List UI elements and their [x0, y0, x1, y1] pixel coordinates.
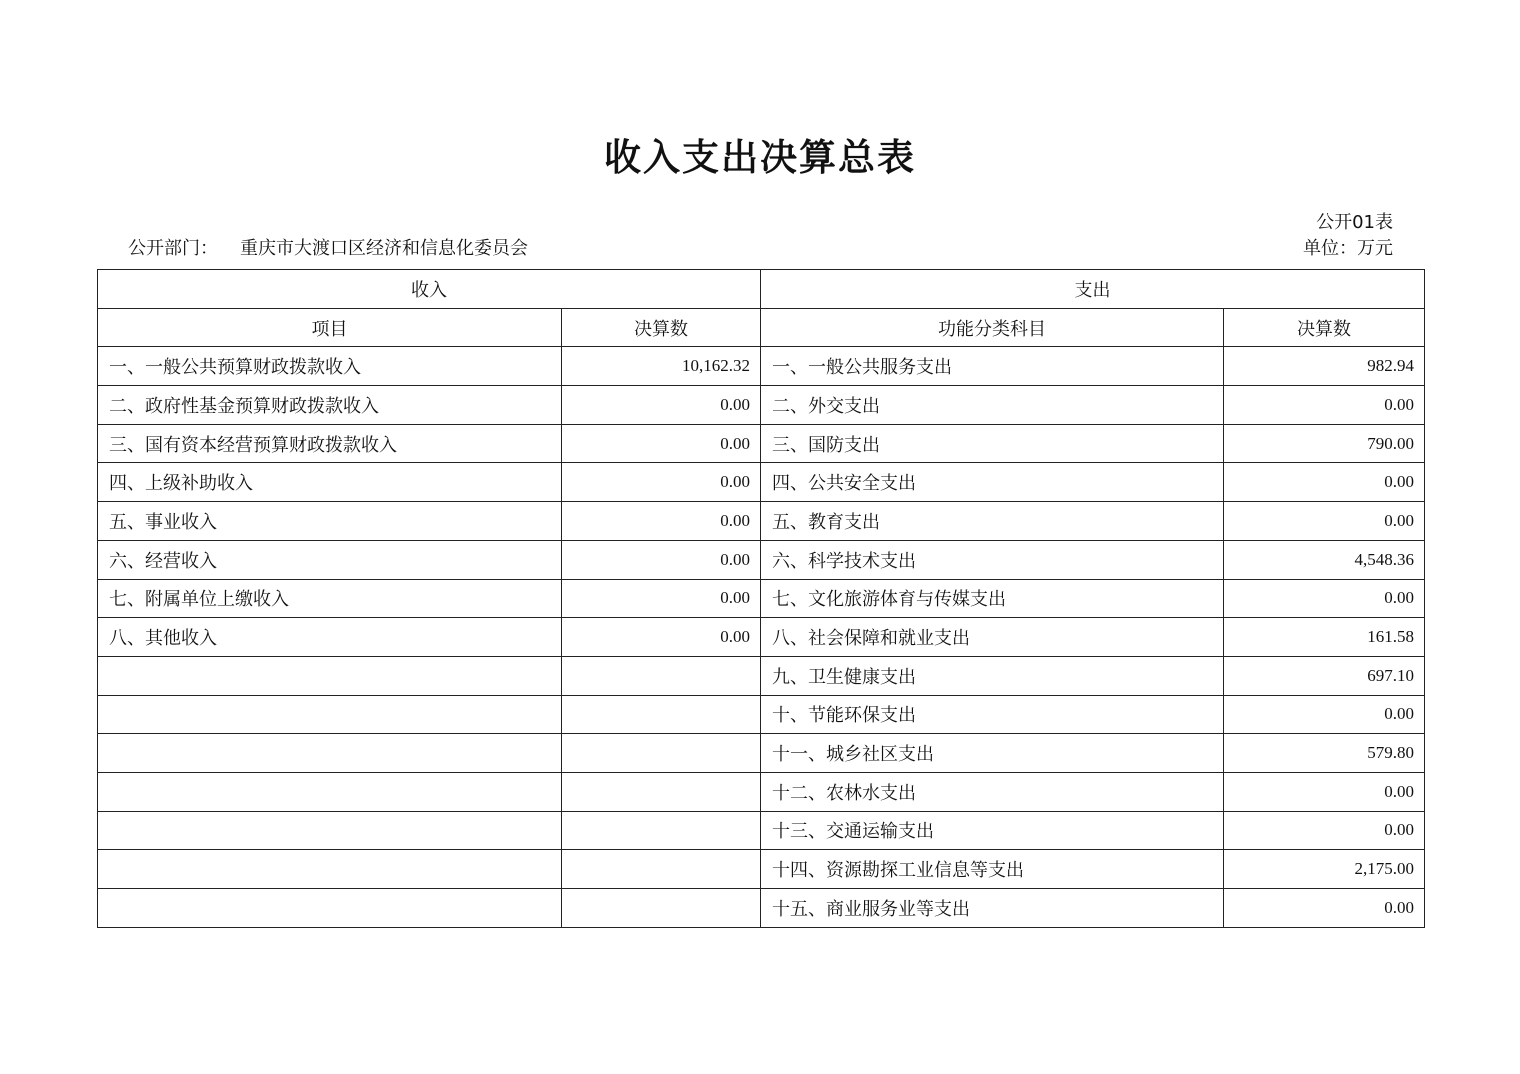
income-amount-cell: 0.00: [562, 424, 761, 463]
expense-amount-cell: 4,548.36: [1224, 540, 1425, 579]
income-amount-cell: [562, 772, 761, 811]
table-number: 公开01表: [1316, 212, 1393, 233]
income-amount-cell: [562, 695, 761, 734]
expense-amount-cell: 0.00: [1224, 502, 1425, 541]
income-header: 收入: [98, 270, 761, 309]
income-amount-cell: 0.00: [562, 540, 761, 579]
income-item-cell: [98, 850, 562, 889]
table-row: [98, 424, 1425, 463]
expense-item-cell: 十二、农林水支出: [761, 772, 1224, 811]
expense-item-cell: 五、教育支出: [761, 502, 1224, 541]
expense-item-header: 功能分类科目: [761, 308, 1224, 347]
income-amount-cell: 0.00: [562, 463, 761, 502]
expense-amount-cell: 982.94: [1224, 347, 1425, 386]
income-item-cell: [98, 889, 562, 928]
expense-amount-header: 决算数: [1224, 308, 1425, 347]
department-label: 公开部门：: [128, 238, 218, 259]
income-item-cell: 一、一般公共预算财政拨款收入: [98, 347, 562, 386]
income-amount-cell: [562, 734, 761, 773]
table-row: [98, 502, 1425, 541]
table-row: [98, 734, 1425, 773]
expense-item-cell: 十一、城乡社区支出: [761, 734, 1224, 773]
income-item-cell: [98, 772, 562, 811]
unit-label: 单位：万元: [1303, 238, 1393, 259]
income-amount-cell: [562, 811, 761, 850]
income-item-cell: [98, 656, 562, 695]
income-amount-cell: [562, 889, 761, 928]
income-amount-cell: 0.00: [562, 386, 761, 425]
income-item-cell: [98, 811, 562, 850]
income-amount-cell: 0.00: [562, 502, 761, 541]
income-amount-cell: 10,162.32: [562, 347, 761, 386]
expense-header: 支出: [761, 270, 1425, 309]
expense-item-cell: 九、卫生健康支出: [761, 656, 1224, 695]
expense-item-cell: 十三、交通运输支出: [761, 811, 1224, 850]
expense-amount-cell: 2,175.00: [1224, 850, 1425, 889]
income-item-header: 项目: [98, 308, 562, 347]
expense-item-cell: 一、一般公共服务支出: [761, 347, 1224, 386]
expense-amount-cell: 0.00: [1224, 386, 1425, 425]
income-expense-table: [97, 269, 1425, 928]
group-header-row: [98, 270, 1425, 309]
department-name: 重庆市大渡口区经济和信息化委员会: [240, 238, 528, 259]
income-item-cell: 六、经营收入: [98, 540, 562, 579]
income-item-cell: [98, 734, 562, 773]
income-item-cell: 五、事业收入: [98, 502, 562, 541]
expense-amount-cell: 790.00: [1224, 424, 1425, 463]
income-item-cell: 七、附属单位上缴收入: [98, 579, 562, 618]
income-amount-cell: [562, 656, 761, 695]
expense-item-cell: 三、国防支出: [761, 424, 1224, 463]
table-row: [98, 579, 1425, 618]
income-item-cell: 三、国有资本经营预算财政拨款收入: [98, 424, 562, 463]
income-item-cell: [98, 695, 562, 734]
table-row: [98, 386, 1425, 425]
income-item-cell: 四、上级补助收入: [98, 463, 562, 502]
table-row: [98, 540, 1425, 579]
table-row: [98, 695, 1425, 734]
table-row: [98, 811, 1425, 850]
table-row: [98, 850, 1425, 889]
expense-amount-cell: 0.00: [1224, 579, 1425, 618]
income-amount-cell: 0.00: [562, 618, 761, 657]
income-item-cell: 二、政府性基金预算财政拨款收入: [98, 386, 562, 425]
table-row: [98, 618, 1425, 657]
table-row: [98, 656, 1425, 695]
expense-item-cell: 十、节能环保支出: [761, 695, 1224, 734]
expense-amount-cell: 0.00: [1224, 889, 1425, 928]
table-row: [98, 889, 1425, 928]
table-row: [98, 463, 1425, 502]
expense-item-cell: 四、公共安全支出: [761, 463, 1224, 502]
expense-amount-cell: 0.00: [1224, 695, 1425, 734]
expense-amount-cell: 161.58: [1224, 618, 1425, 657]
expense-amount-cell: 697.10: [1224, 656, 1425, 695]
expense-item-cell: 十五、商业服务业等支出: [761, 889, 1224, 928]
expense-amount-cell: 0.00: [1224, 811, 1425, 850]
expense-amount-cell: 579.80: [1224, 734, 1425, 773]
page-title: 收入支出决算总表: [604, 136, 916, 179]
column-header-row: [98, 308, 1425, 347]
table-row: [98, 772, 1425, 811]
income-amount-header: 决算数: [562, 308, 761, 347]
expense-item-cell: 六、科学技术支出: [761, 540, 1224, 579]
expense-item-cell: 八、社会保障和就业支出: [761, 618, 1224, 657]
expense-item-cell: 二、外交支出: [761, 386, 1224, 425]
income-amount-cell: 0.00: [562, 579, 761, 618]
table-row: [98, 347, 1425, 386]
income-item-cell: 八、其他收入: [98, 618, 562, 657]
expense-amount-cell: 0.00: [1224, 463, 1425, 502]
table-body: [98, 270, 1425, 928]
department-line: [128, 237, 528, 261]
expense-item-cell: 十四、资源勘探工业信息等支出: [761, 850, 1224, 889]
income-amount-cell: [562, 850, 761, 889]
expense-item-cell: 七、文化旅游体育与传媒支出: [761, 579, 1224, 618]
expense-amount-cell: 0.00: [1224, 772, 1425, 811]
